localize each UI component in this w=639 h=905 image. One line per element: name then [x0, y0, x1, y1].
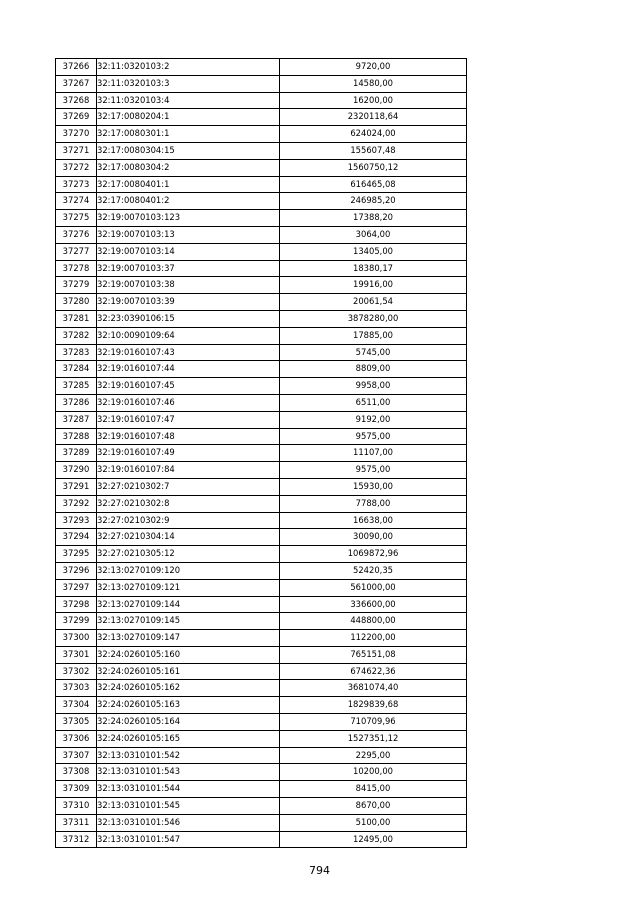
- cadastral-number-cell: 32:24:0260105:164: [97, 714, 280, 731]
- table-row: [56, 260, 467, 277]
- table-row: [56, 92, 467, 109]
- row-number-cell: 37292: [56, 495, 97, 512]
- table-row: [56, 495, 467, 512]
- cadastral-value-cell: 112200,00: [280, 630, 467, 647]
- table-row: [56, 814, 467, 831]
- row-number-cell: 37311: [56, 814, 97, 831]
- table-row: [56, 59, 467, 76]
- row-number-cell: 37289: [56, 445, 97, 462]
- cadastral-number-cell: 32:13:0310101:547: [97, 831, 280, 848]
- table-row: [56, 462, 467, 479]
- row-number-cell: 37306: [56, 730, 97, 747]
- cadastral-value-cell: 52420,35: [280, 562, 467, 579]
- cadastral-number-cell: 32:19:0070103:14: [97, 243, 280, 260]
- cadastral-value-cell: 5100,00: [280, 814, 467, 831]
- cadastral-number-cell: 32:13:0310101:542: [97, 747, 280, 764]
- page-number: 794: [309, 864, 330, 877]
- row-number-cell: 37297: [56, 579, 97, 596]
- cadastral-value-cell: 11107,00: [280, 445, 467, 462]
- row-number-cell: 37283: [56, 344, 97, 361]
- row-number-cell: 37270: [56, 126, 97, 143]
- table-row: [56, 344, 467, 361]
- cadastral-number-cell: 32:10:0090109:64: [97, 327, 280, 344]
- row-number-cell: 37299: [56, 613, 97, 630]
- table-row: [56, 193, 467, 210]
- table-row: [56, 226, 467, 243]
- table-row: [56, 630, 467, 647]
- row-number-cell: 37304: [56, 697, 97, 714]
- cadastral-value-cell: 765151,08: [280, 646, 467, 663]
- cadastral-number-cell: 32:27:0210302:9: [97, 512, 280, 529]
- table-row: [56, 512, 467, 529]
- table-row: [56, 159, 467, 176]
- cadastral-number-cell: 32:19:0070103:38: [97, 277, 280, 294]
- table-row: [56, 411, 467, 428]
- cadastral-value-cell: 336600,00: [280, 596, 467, 613]
- cadastral-value-cell: 674622,36: [280, 663, 467, 680]
- table-row: [56, 831, 467, 848]
- table-row: [56, 663, 467, 680]
- row-number-cell: 37298: [56, 596, 97, 613]
- table-row: [56, 210, 467, 227]
- table-row: [56, 781, 467, 798]
- cadastral-value-cell: 3878280,00: [280, 310, 467, 327]
- cadastral-value-cell: 8670,00: [280, 798, 467, 815]
- table-row: [56, 109, 467, 126]
- row-number-cell: 37286: [56, 394, 97, 411]
- table-row: [56, 327, 467, 344]
- row-number-cell: 37276: [56, 226, 97, 243]
- cadastral-number-cell: 32:19:0070103:13: [97, 226, 280, 243]
- cadastral-number-cell: 32:23:0390106:15: [97, 310, 280, 327]
- cadastral-number-cell: 32:11:0320103:2: [97, 59, 280, 76]
- cadastral-number-cell: 32:13:0270109:147: [97, 630, 280, 647]
- row-number-cell: 37290: [56, 462, 97, 479]
- cadastral-number-cell: 32:11:0320103:4: [97, 92, 280, 109]
- row-number-cell: 37278: [56, 260, 97, 277]
- cadastral-value-cell: 20061,54: [280, 294, 467, 311]
- cadastral-value-cell: 18380,17: [280, 260, 467, 277]
- cadastral-number-cell: 32:19:0160107:48: [97, 428, 280, 445]
- row-number-cell: 37293: [56, 512, 97, 529]
- table-row: [56, 798, 467, 815]
- cadastral-number-cell: 32:19:0070103:37: [97, 260, 280, 277]
- row-number-cell: 37271: [56, 142, 97, 159]
- cadastral-value-cell: 155607,48: [280, 142, 467, 159]
- cadastral-value-cell: 17885,00: [280, 327, 467, 344]
- table-row: [56, 730, 467, 747]
- row-number-cell: 37305: [56, 714, 97, 731]
- table-row: [56, 176, 467, 193]
- cadastral-value-cell: 1560750,12: [280, 159, 467, 176]
- cadastral-value-cell: 30090,00: [280, 529, 467, 546]
- row-number-cell: 37287: [56, 411, 97, 428]
- table-row: [56, 394, 467, 411]
- cadastral-number-cell: 32:17:0080401:1: [97, 176, 280, 193]
- cadastral-value-cell: 16638,00: [280, 512, 467, 529]
- cadastral-number-cell: 32:24:0260105:160: [97, 646, 280, 663]
- table-row: [56, 126, 467, 143]
- table-row: [56, 243, 467, 260]
- cadastral-value-cell: 2320118,64: [280, 109, 467, 126]
- cadastral-value-table: [55, 58, 467, 848]
- table-row: [56, 714, 467, 731]
- cadastral-number-cell: 32:13:0270109:120: [97, 562, 280, 579]
- row-number-cell: 37288: [56, 428, 97, 445]
- cadastral-value-cell: 2295,00: [280, 747, 467, 764]
- row-number-cell: 37310: [56, 798, 97, 815]
- cadastral-value-cell: 448800,00: [280, 613, 467, 630]
- row-number-cell: 37300: [56, 630, 97, 647]
- table-row: [56, 680, 467, 697]
- cadastral-number-cell: 32:13:0310101:545: [97, 798, 280, 815]
- row-number-cell: 37279: [56, 277, 97, 294]
- cadastral-number-cell: 32:17:0080301:1: [97, 126, 280, 143]
- cadastral-value-cell: 5745,00: [280, 344, 467, 361]
- cadastral-number-cell: 32:19:0160107:45: [97, 378, 280, 395]
- table-row: [56, 142, 467, 159]
- row-number-cell: 37312: [56, 831, 97, 848]
- row-number-cell: 37266: [56, 59, 97, 76]
- cadastral-value-cell: 1829839,68: [280, 697, 467, 714]
- cadastral-number-cell: 32:27:0210304:14: [97, 529, 280, 546]
- cadastral-value-cell: 17388,20: [280, 210, 467, 227]
- cadastral-number-cell: 32:11:0320103:3: [97, 75, 280, 92]
- cadastral-value-cell: 15930,00: [280, 478, 467, 495]
- cadastral-value-cell: 246985,20: [280, 193, 467, 210]
- cadastral-value-cell: 12495,00: [280, 831, 467, 848]
- cadastral-value-cell: 7788,00: [280, 495, 467, 512]
- cadastral-number-cell: 32:13:0270109:145: [97, 613, 280, 630]
- cadastral-number-cell: 32:27:0210302:7: [97, 478, 280, 495]
- cadastral-value-cell: 6511,00: [280, 394, 467, 411]
- cadastral-value-cell: 9192,00: [280, 411, 467, 428]
- cadastral-number-cell: 32:19:0160107:44: [97, 361, 280, 378]
- cadastral-value-cell: 616465,08: [280, 176, 467, 193]
- cadastral-number-cell: 32:13:0270109:144: [97, 596, 280, 613]
- row-number-cell: 37275: [56, 210, 97, 227]
- table-row: [56, 294, 467, 311]
- cadastral-number-cell: 32:19:0160107:43: [97, 344, 280, 361]
- table-body: [56, 59, 467, 848]
- cadastral-number-cell: 32:27:0210305:12: [97, 546, 280, 563]
- table-row: [56, 361, 467, 378]
- cadastral-number-cell: 32:13:0270109:121: [97, 579, 280, 596]
- row-number-cell: 37296: [56, 562, 97, 579]
- cadastral-number-cell: 32:13:0310101:544: [97, 781, 280, 798]
- cadastral-number-cell: 32:13:0310101:546: [97, 814, 280, 831]
- cadastral-number-cell: 32:24:0260105:162: [97, 680, 280, 697]
- row-number-cell: 37281: [56, 310, 97, 327]
- table-row: [56, 579, 467, 596]
- cadastral-number-cell: 32:17:0080204:1: [97, 109, 280, 126]
- cadastral-value-cell: 710709,96: [280, 714, 467, 731]
- table-row: [56, 562, 467, 579]
- row-number-cell: 37280: [56, 294, 97, 311]
- row-number-cell: 37268: [56, 92, 97, 109]
- table-row: [56, 529, 467, 546]
- table-row: [56, 378, 467, 395]
- cadastral-number-cell: 32:24:0260105:163: [97, 697, 280, 714]
- row-number-cell: 37301: [56, 646, 97, 663]
- row-number-cell: 37272: [56, 159, 97, 176]
- row-number-cell: 37291: [56, 478, 97, 495]
- row-number-cell: 37282: [56, 327, 97, 344]
- cadastral-number-cell: 32:13:0310101:543: [97, 764, 280, 781]
- row-number-cell: 37295: [56, 546, 97, 563]
- table-row: [56, 428, 467, 445]
- cadastral-value-cell: 9575,00: [280, 462, 467, 479]
- row-number-cell: 37284: [56, 361, 97, 378]
- cadastral-value-cell: 16200,00: [280, 92, 467, 109]
- table-row: [56, 646, 467, 663]
- cadastral-value-cell: 3064,00: [280, 226, 467, 243]
- cadastral-number-cell: 32:27:0210302:8: [97, 495, 280, 512]
- table-row: [56, 613, 467, 630]
- cadastral-value-cell: 3681074,40: [280, 680, 467, 697]
- cadastral-value-cell: 19916,00: [280, 277, 467, 294]
- table-row: [56, 445, 467, 462]
- table-row: [56, 747, 467, 764]
- cadastral-number-cell: 32:19:0160107:47: [97, 411, 280, 428]
- cadastral-value-cell: 561000,00: [280, 579, 467, 596]
- row-number-cell: 37294: [56, 529, 97, 546]
- cadastral-value-cell: 10200,00: [280, 764, 467, 781]
- table-row: [56, 596, 467, 613]
- cadastral-value-cell: 13405,00: [280, 243, 467, 260]
- table-row: [56, 697, 467, 714]
- cadastral-value-cell: 8415,00: [280, 781, 467, 798]
- row-number-cell: 37277: [56, 243, 97, 260]
- table-row: [56, 310, 467, 327]
- cadastral-number-cell: 32:24:0260105:161: [97, 663, 280, 680]
- cadastral-number-cell: 32:24:0260105:165: [97, 730, 280, 747]
- cadastral-value-cell: 9575,00: [280, 428, 467, 445]
- table-row: [56, 764, 467, 781]
- cadastral-number-cell: 32:17:0080401:2: [97, 193, 280, 210]
- cadastral-value-cell: 1069872,96: [280, 546, 467, 563]
- cadastral-number-cell: 32:19:0070103:39: [97, 294, 280, 311]
- table-row: [56, 75, 467, 92]
- row-number-cell: 37274: [56, 193, 97, 210]
- cadastral-number-cell: 32:17:0080304:2: [97, 159, 280, 176]
- row-number-cell: 37285: [56, 378, 97, 395]
- cadastral-number-cell: 32:19:0160107:46: [97, 394, 280, 411]
- row-number-cell: 37302: [56, 663, 97, 680]
- row-number-cell: 37308: [56, 764, 97, 781]
- cadastral-value-cell: 9720,00: [280, 59, 467, 76]
- row-number-cell: 37273: [56, 176, 97, 193]
- row-number-cell: 37307: [56, 747, 97, 764]
- table-row: [56, 546, 467, 563]
- row-number-cell: 37303: [56, 680, 97, 697]
- cadastral-number-cell: 32:17:0080304:15: [97, 142, 280, 159]
- cadastral-value-cell: 14580,00: [280, 75, 467, 92]
- cadastral-value-cell: 1527351,12: [280, 730, 467, 747]
- cadastral-number-cell: 32:19:0160107:49: [97, 445, 280, 462]
- row-number-cell: 37267: [56, 75, 97, 92]
- row-number-cell: 37269: [56, 109, 97, 126]
- table-row: [56, 478, 467, 495]
- cadastral-value-cell: 9958,00: [280, 378, 467, 395]
- cadastral-number-cell: 32:19:0160107:84: [97, 462, 280, 479]
- cadastral-value-cell: 624024,00: [280, 126, 467, 143]
- table-row: [56, 277, 467, 294]
- cadastral-number-cell: 32:19:0070103:123: [97, 210, 280, 227]
- cadastral-value-cell: 8809,00: [280, 361, 467, 378]
- row-number-cell: 37309: [56, 781, 97, 798]
